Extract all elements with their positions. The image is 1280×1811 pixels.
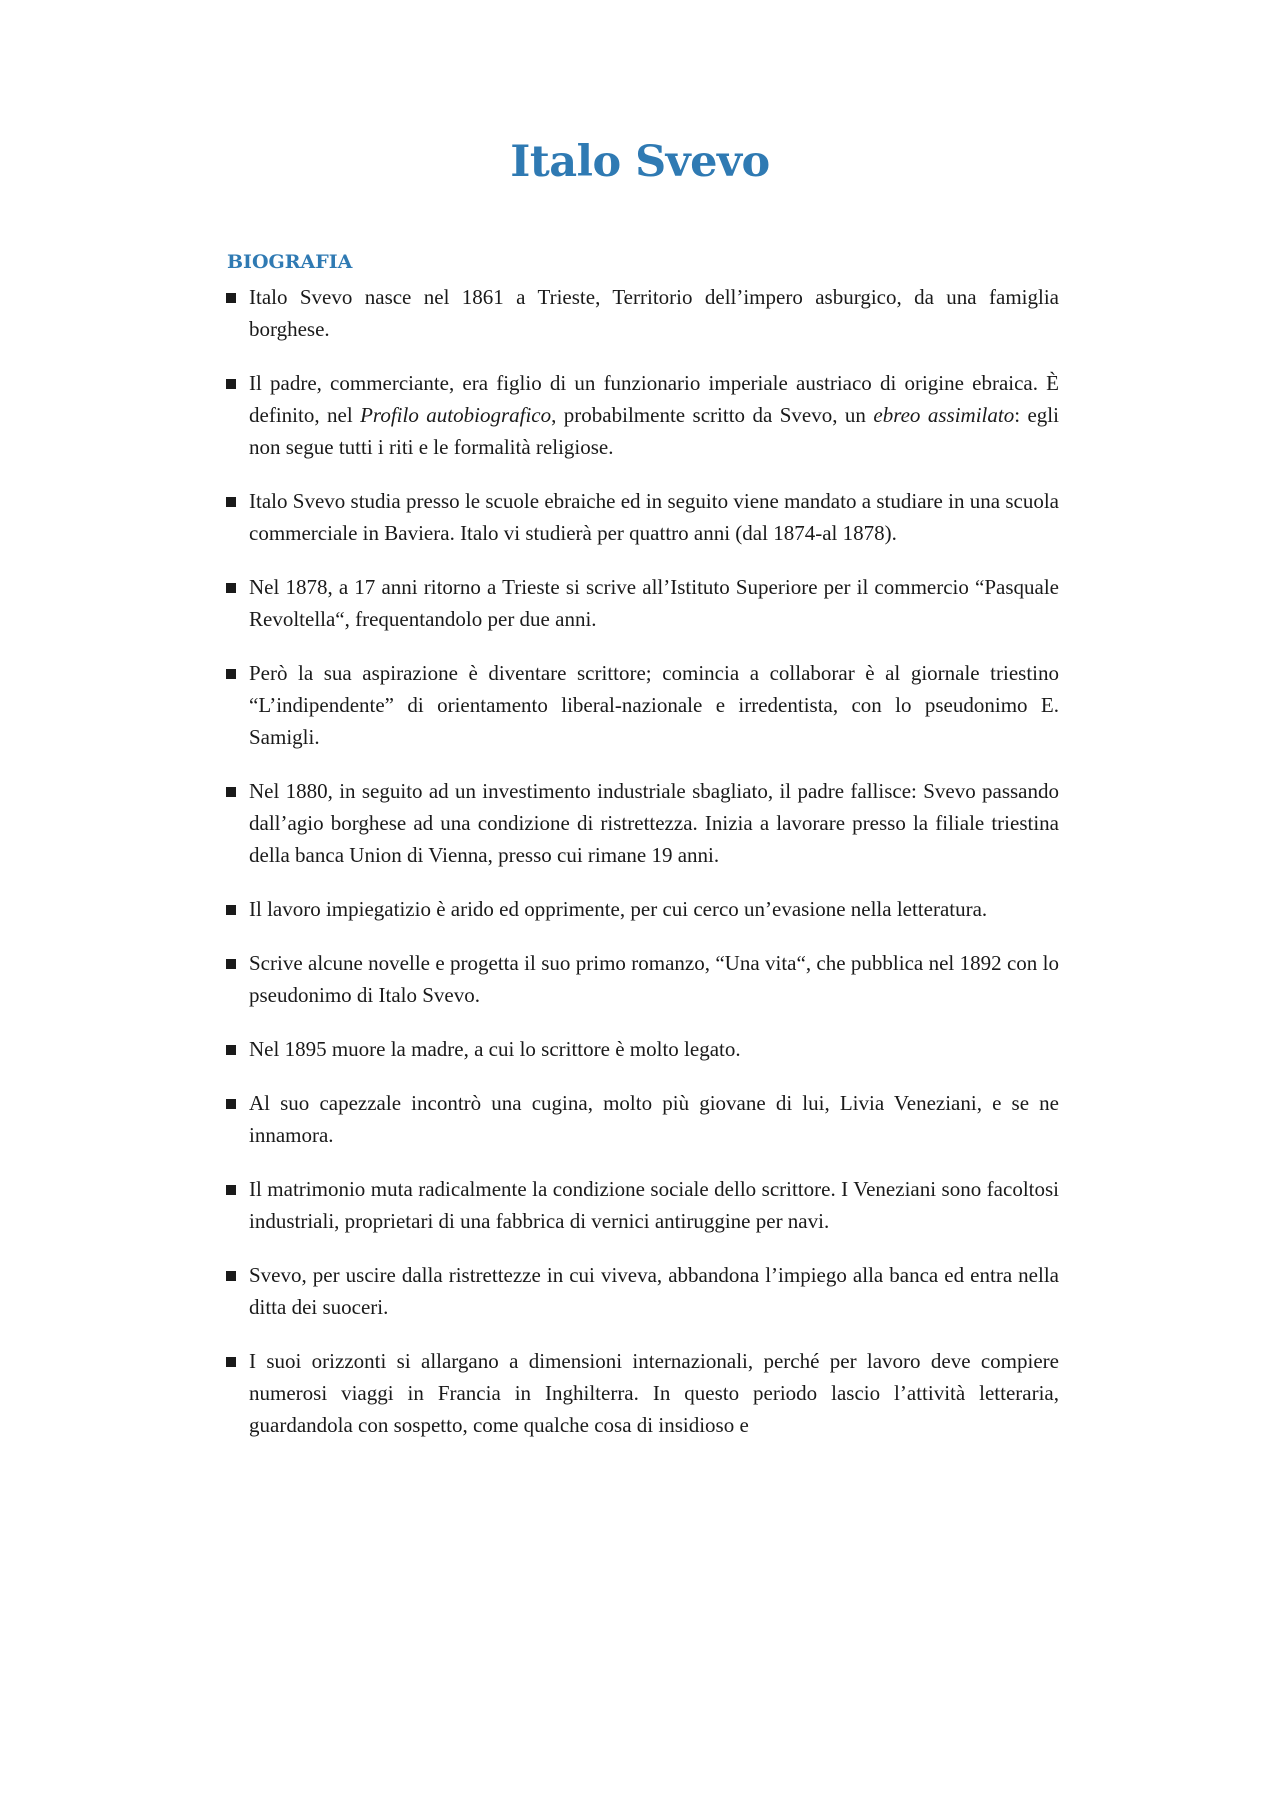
list-item — [225, 775, 1059, 871]
list-item — [225, 281, 1059, 345]
list-item — [225, 657, 1059, 753]
list-item — [225, 367, 1059, 463]
bullet-text: Il lavoro impiegatizio è arido ed opprimente, per cui cerco un’evasione nella letteratura. — [249, 897, 988, 921]
square-bullet-icon — [226, 293, 236, 303]
list-item — [225, 1173, 1059, 1237]
square-bullet-icon — [226, 1045, 236, 1055]
biography-bullet-list — [225, 281, 1059, 1463]
bullet-text: Il matrimonio muta radicalmente la condizione sociale dello scrittore. I Veneziani sono facoltosi industriali, proprietari di una fabbrica di vernici antiruggine per navi. — [249, 1177, 1059, 1233]
square-bullet-icon — [226, 905, 236, 915]
bullet-text: Però la sua aspirazione è diventare scrittore; comincia a collaborar è al giornale triestino “L’indipendente” di orientamento liberal-nazionale e irredentista, con lo pseudonimo E. Samigli. — [249, 661, 1059, 749]
bullet-text: Italo Svevo studia presso le scuole ebraiche ed in seguito viene mandato a studiare in una scuola commerciale in Baviera. Italo vi studierà per quattro anni (dal 1874-al 1878). — [249, 489, 1059, 545]
square-bullet-icon — [226, 787, 236, 797]
list-item — [225, 947, 1059, 1011]
bullet-text: Nel 1878, a 17 anni ritorno a Trieste si scrive all’Istituto Superiore per il commercio “Pasquale Revoltella“, frequentandolo per due anni. — [249, 575, 1059, 631]
bullet-text: I suoi orizzonti si allargano a dimensioni internazionali, perché per lavoro deve compiere numerosi viaggi in Francia in Inghilterra. In questo periodo lascio l’attività letteraria, guardandola con sospetto, come qualche cosa di insidioso e — [249, 1349, 1059, 1437]
list-item — [225, 571, 1059, 635]
bullet-text — [249, 371, 1059, 459]
page-title: Italo Svevo — [510, 137, 770, 187]
list-item — [225, 1033, 1059, 1065]
list-item — [225, 1087, 1059, 1151]
square-bullet-icon — [226, 583, 236, 593]
bullet-text: Nel 1895 muore la madre, a cui lo scrittore è molto legato. — [249, 1037, 741, 1061]
square-bullet-icon — [226, 1099, 236, 1109]
italic-phrase: Profilo autobiografico — [360, 403, 552, 427]
list-item — [225, 485, 1059, 549]
square-bullet-icon — [226, 379, 236, 389]
bullet-text: Al suo capezzale incontrò una cugina, molto più giovane di lui, Livia Veneziani, e se ne innamora. — [249, 1091, 1059, 1147]
list-item — [225, 893, 1059, 925]
bullet-text: Svevo, per uscire dalla ristrettezze in cui viveva, abbandona l’impiego alla banca ed entra nella ditta dei suoceri. — [249, 1263, 1059, 1319]
bullet-text: Italo Svevo nasce nel 1861 a Trieste, Territorio dell’impero asburgico, da una famiglia borghese. — [249, 285, 1059, 341]
list-item — [225, 1345, 1059, 1441]
square-bullet-icon — [226, 1271, 236, 1281]
square-bullet-icon — [226, 497, 236, 507]
square-bullet-icon — [226, 669, 236, 679]
square-bullet-icon — [226, 1185, 236, 1195]
text-segment: Il padre, commerciante, era figlio di un funzionario imperiale austriaco di origine ebraica. È definito, nel — [249, 371, 1059, 427]
text-segment: : egli non segue tutti i riti e le formalità religiose. — [249, 403, 1059, 459]
text-segment: , probabilmente scritto da Svevo, un — [551, 403, 874, 427]
list-item — [225, 1259, 1059, 1323]
section-heading-biografia: BIOGRAFIA — [227, 251, 353, 273]
square-bullet-icon — [226, 959, 236, 969]
square-bullet-icon — [226, 1357, 236, 1367]
italic-phrase: ebreo assimilato — [873, 403, 1015, 427]
bullet-text: Scrive alcune novelle e progetta il suo primo romanzo, “Una vita“, che pubblica nel 1892 con lo pseudonimo di Italo Svevo. — [249, 951, 1059, 1007]
bullet-text: Nel 1880, in seguito ad un investimento industriale sbagliato, il padre fallisce: Svevo passando dall’agio borghese ad una condizione di ristrettezza. Inizia a lavorare presso la filiale triestina della banca Union di Vienna, presso cui rimane 19 anni. — [249, 779, 1059, 867]
